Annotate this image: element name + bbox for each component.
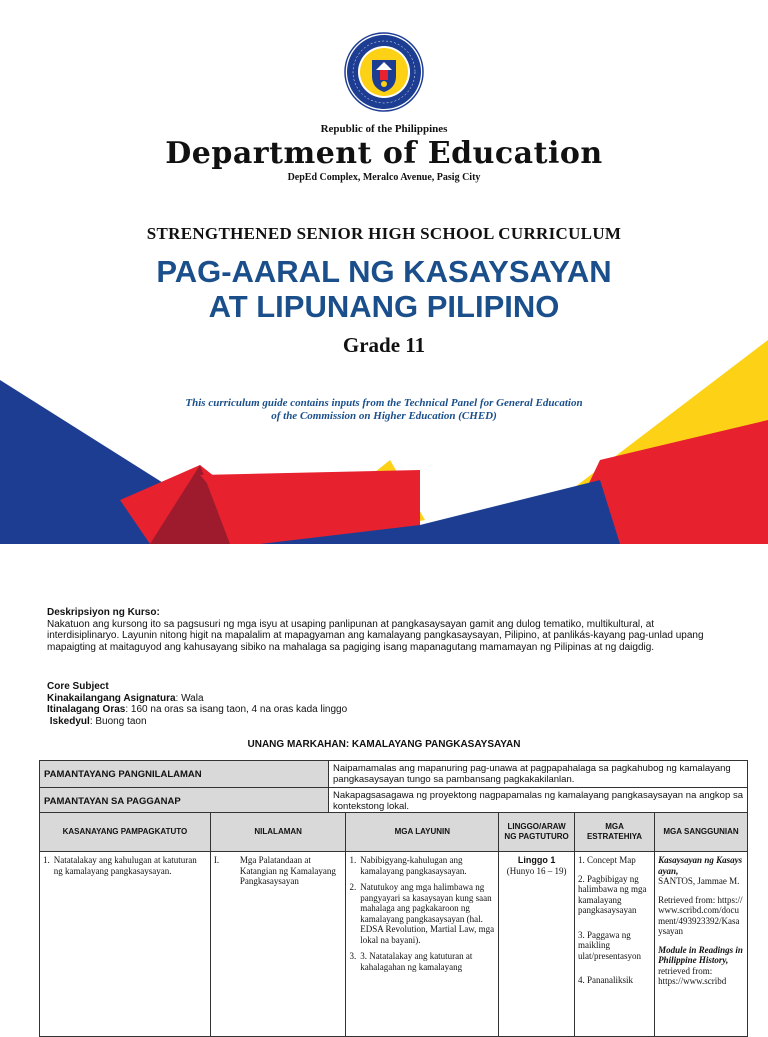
schedule-label: Iskedyul [49, 715, 90, 727]
strategy-item: 4. Pananaliksik [577, 975, 633, 985]
ched-note-line-1: This curriculum guide contains inputs from the Technical Panel for General Education [185, 397, 583, 409]
reference-title: Kasaysayan ng Kasaysayan, [658, 855, 743, 876]
deped-seal-logo [344, 32, 424, 112]
header-references: MGA SANGGUNIAN [655, 813, 748, 852]
competency-item: 1. Natatalakay ang kahulugan at katuturan ng kamalayang pangkasaysayan. [43, 855, 197, 876]
title-line-2: AT LIPUNANG PILIPINO [208, 289, 560, 324]
objective-item: 3. 3. Natatalakay ang katuturan at kahalagahan ng kamalayang [349, 951, 473, 972]
time-value: : 160 na oras sa isang taon, 4 na oras kada linggo [125, 704, 348, 715]
republic-text: Republic of the Philippines [320, 123, 448, 135]
curriculum-table [39, 812, 748, 1037]
reference-link: Retrieved from: https://www.scribd.com/document/493923392/Kasaysayan [658, 894, 743, 936]
description-label: Deskripsiyon ng Kurso: [47, 607, 160, 618]
course-description [47, 607, 727, 653]
content-standard-label: PAMANTAYANG PANGNILALAMAN [40, 761, 329, 788]
reference-title: Module in Readings in Philippine History, [658, 944, 743, 965]
title-line-1: PAG-AARAL NG KASAYSAYAN [156, 254, 612, 289]
content-standard-row [40, 761, 748, 788]
table-header-row [40, 813, 748, 852]
header-content: NILALAMAN [210, 813, 346, 852]
schedule-value: : Buong taon [89, 715, 147, 727]
strategies-cell [574, 852, 654, 1037]
performance-standard-row [40, 788, 748, 815]
prerequisite-value: : Wala [175, 692, 204, 704]
time-row [47, 704, 727, 716]
header-objectives: MGA LAYUNIN [346, 813, 499, 852]
grade-label: Grade 11 [342, 333, 426, 357]
quarter-title: UNANG MARKAHAN: KAMALAYANG PANGKASAYSAYAN [247, 739, 521, 750]
prerequisite-row [47, 693, 727, 705]
reference-link: https://www.scribd [658, 976, 727, 986]
strategy-item: 2. Pagbibigay ng halimbawa ng mga kamalayang pangkasaysayan [577, 873, 647, 915]
ched-note-line-2: of the Commission on Higher Education (CHED) [271, 410, 497, 422]
header-strategies: MGA ESTRATEHIYA [574, 813, 654, 852]
reference-retrieved: retrieved from: [658, 965, 713, 976]
content-item: I. Mga Palatandaan at Katangian ng Kamalayang Pangkasaysayan [213, 855, 336, 886]
prerequisite-label: Kinakailangang Asignatura [47, 692, 176, 704]
table-row [40, 852, 748, 1037]
schedule-row [47, 716, 727, 728]
week-label: Linggo 1 [517, 855, 556, 865]
performance-standard-label: PAMANTAYAN SA PAGGANAP [40, 788, 329, 815]
references-cell [655, 852, 748, 1037]
curriculum-heading: STRENGTHENED SENIOR HIGH SCHOOL CURRICULUM [146, 224, 622, 243]
objective-item: 2. Natutukoy ang mga halimbawa ng pangyayari sa kasaysayan kung saan mahalaga ang pagkakaroon ng kamalayang pangkasaysayan (hal. EDSA Revolution, Martial Law, mga lokal na bayani). [349, 882, 495, 945]
core-subject-label: Core Subject [47, 681, 109, 692]
week-cell [499, 852, 575, 1037]
strategy-item: 3. Paggawa ng maikling ulat/presentasyon [577, 929, 641, 961]
description-text: Nakatuon ang kursong ito sa pagsusuri ng mga isyu at usaping panlipunan at pangkasaysayan gamit ang dulog tematiko, multikultural, at interdisiplinaryo. Layunin nitong higit na mapalalim at mapagyaman ang kamalayang pangkasaysayan, Pilipino, at panlikás-kayang pag-unlad upang mapaigting at maitaguyod ang kahusayang sibiko na mahalaga sa pagiging isang mapanagutang mamamayan ng Pilipinas at ng daigdig. [47, 618, 704, 653]
content-cell [210, 852, 346, 1037]
objectives-cell [346, 852, 499, 1037]
address-text: DepEd Complex, Meralco Avenue, Pasig City [287, 172, 481, 183]
header-week: LINGGO/ARAW NG PAGTUTURO [499, 813, 575, 852]
time-label: Itinalagang Oras [47, 704, 126, 715]
department-name: Department of Education [165, 136, 603, 171]
color-banner [0, 340, 768, 544]
objective-item: 1. Nabibigyang-kahulugan ang kamalayang pangkasaysayan. [349, 855, 467, 876]
header-competency: KASANAYANG PAMPAGKATUTO [40, 813, 211, 852]
performance-standard-text: Nakapagsasagawa ng proyektong nagpapamalas ng kamalayang pangkasaysayan na angkop sa kontekstong lokal. [329, 788, 748, 815]
week-range: (Hunyo 16 – 19) [506, 865, 567, 876]
course-details [47, 681, 727, 727]
content-standard-text: Naipamamalas ang mapanuring pag-unawa at pagpapahalaga sa pagkahubog ng kamalayang pangkasaysayan tungo sa pambansang pagkakakilanlan. [329, 761, 748, 788]
strategy-item: 1. Concept Map [577, 855, 636, 865]
standards-table [39, 760, 748, 815]
reference-author: SANTOS, Jammae M. [658, 876, 740, 886]
competency-cell [40, 852, 211, 1037]
